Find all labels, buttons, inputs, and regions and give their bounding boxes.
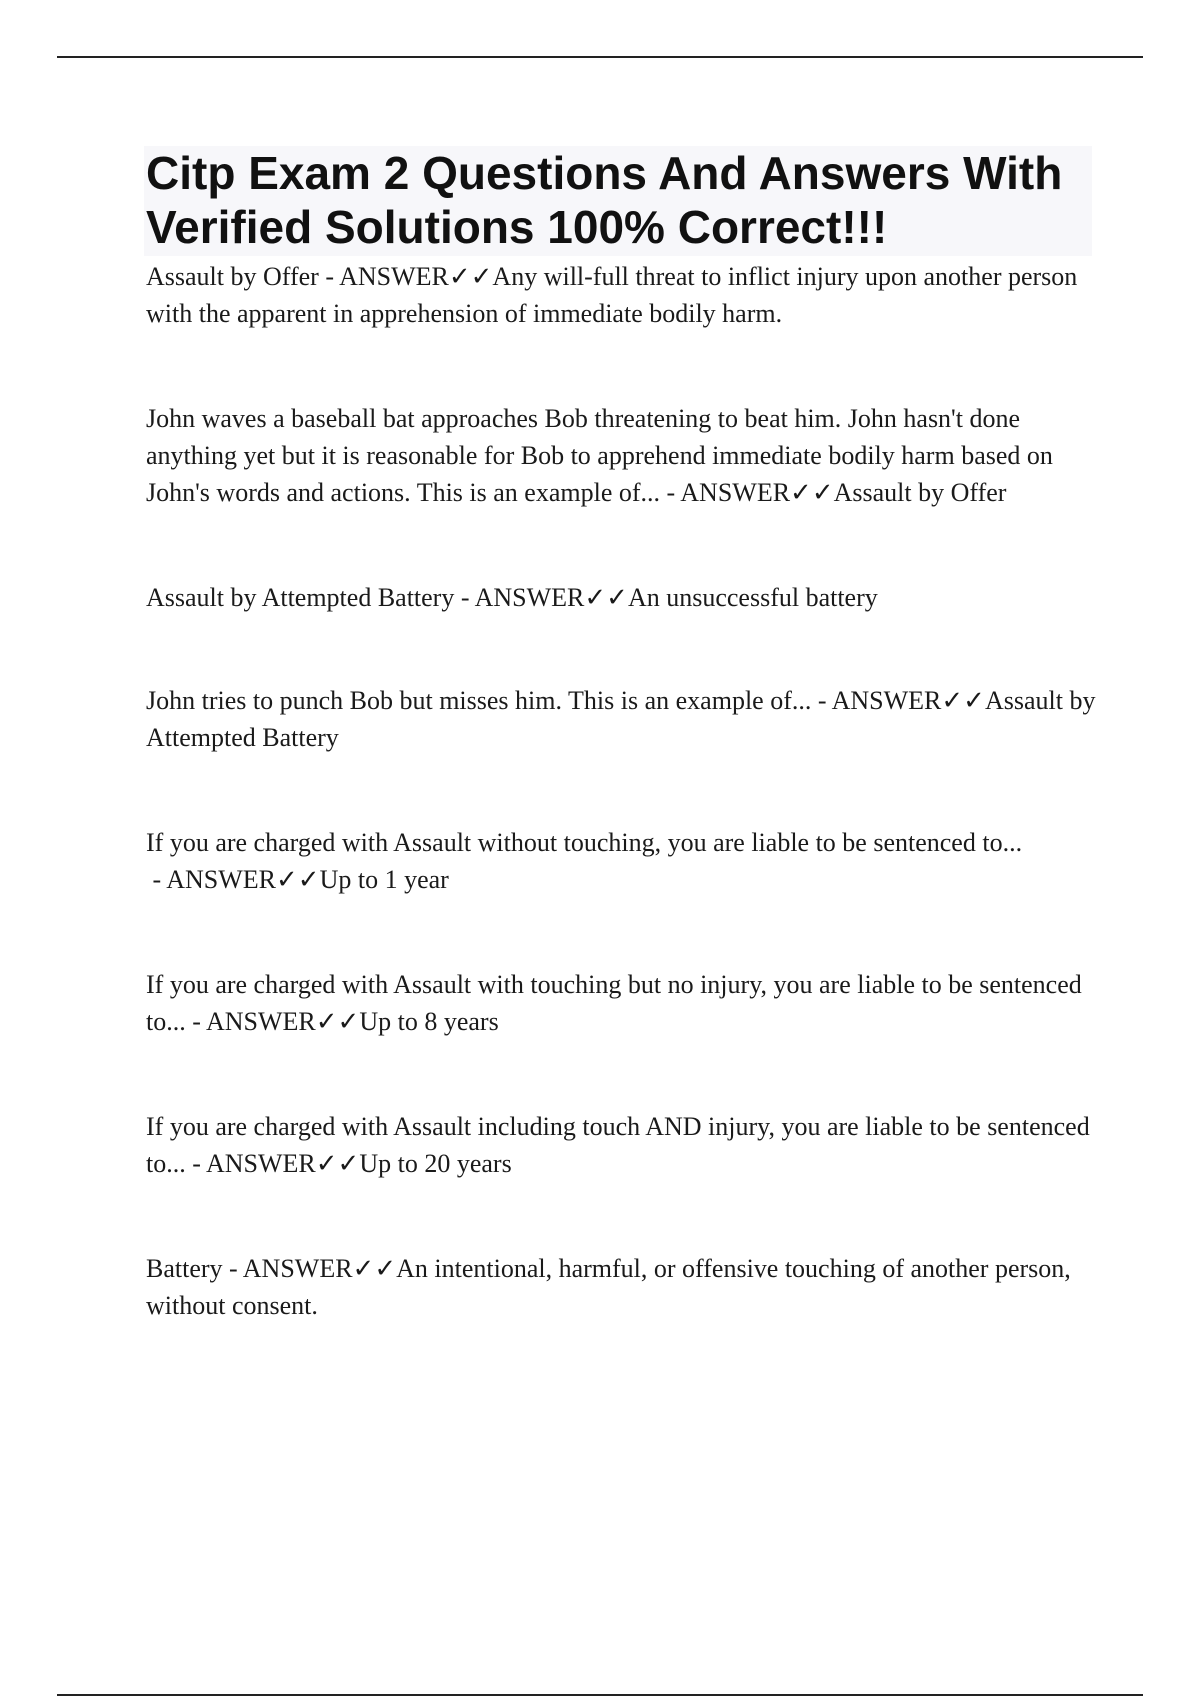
qa-answer: An unsuccessful battery (627, 583, 878, 612)
qa-answer-label: ANSWER (339, 262, 449, 291)
qa-question: If you are charged with Assault without touching, you are liable to be sentenced to... (146, 828, 1023, 857)
qa-separator: - (454, 583, 475, 612)
qa-separator: - (811, 686, 832, 715)
qa-question: Assault by Attempted Battery (146, 583, 455, 612)
qa-question: Assault by Offer (146, 262, 319, 291)
title-block (144, 146, 1092, 256)
qa-item (146, 682, 1096, 756)
qa-answer-label: ANSWER (205, 1149, 316, 1178)
qa-answer-label: ANSWER (474, 583, 585, 612)
qa-separator: - (318, 262, 340, 291)
qa-item (146, 400, 1096, 511)
qa-question: John tries to punch Bob but misses him. This is an example of... (146, 686, 812, 715)
page-title: Citp Exam 2 Questions And Answers With Verified Solutions 100% Correct!!! (146, 147, 1063, 253)
double-check-icon: ✓✓ (448, 262, 493, 291)
double-check-icon: ✓✓ (352, 1254, 397, 1283)
double-check-icon: ✓✓ (584, 583, 628, 612)
qa-answer-label: ANSWER (205, 1007, 316, 1036)
qa-question: Battery (146, 1254, 223, 1283)
double-check-icon: ✓✓ (315, 1007, 360, 1036)
qa-answer: An intentional, harmful, or offensive touching of another person, without consent. (146, 1254, 1071, 1320)
qa-answer: Up to 20 years (359, 1149, 512, 1178)
qa-answer: Up to 8 years (359, 1007, 499, 1036)
qa-separator: - (146, 865, 167, 894)
top-divider (57, 56, 1143, 58)
qa-answer: Assault by Attempted Battery (146, 686, 1096, 752)
double-check-icon: ✓✓ (276, 865, 320, 894)
qa-question: John waves a baseball bat approaches Bob threatening to beat him. John hasn't done anything yet but it is reasonable for Bob to apprehend immediate bodily harm based on John's words and actions. This is an example of... (146, 404, 1053, 507)
qa-item (146, 966, 1096, 1040)
double-check-icon: ✓✓ (790, 478, 834, 507)
qa-item (146, 1250, 1096, 1324)
qa-item (146, 824, 1096, 898)
qa-answer: Up to 1 year (319, 865, 449, 894)
double-check-icon: ✓✓ (941, 686, 985, 715)
qa-question: If you are charged with Assault with touching but no injury, you are liable to be sentenced to... (146, 970, 1082, 1036)
double-check-icon: ✓✓ (315, 1149, 360, 1178)
qa-answer: Assault by Offer (833, 478, 1007, 507)
qa-answer-label: ANSWER (831, 686, 942, 715)
qa-answer: Any will-full threat to inflict injury upon another person with the apparent in apprehension of immediate bodily harm. (146, 262, 1078, 328)
qa-answer-label: ANSWER (680, 478, 791, 507)
qa-list (146, 258, 1096, 1324)
qa-separator: - (222, 1254, 243, 1283)
qa-separator: - (185, 1149, 206, 1178)
qa-item (146, 579, 1096, 616)
qa-separator: - (660, 478, 681, 507)
qa-item (146, 258, 1096, 332)
bottom-divider (57, 1694, 1143, 1696)
qa-question: If you are charged with Assault including touch AND injury, you are liable to be sentenced to... (146, 1112, 1090, 1178)
qa-answer-label: ANSWER (242, 1254, 353, 1283)
qa-item (146, 1108, 1096, 1182)
qa-answer-label: ANSWER (166, 865, 277, 894)
qa-separator: - (185, 1007, 206, 1036)
